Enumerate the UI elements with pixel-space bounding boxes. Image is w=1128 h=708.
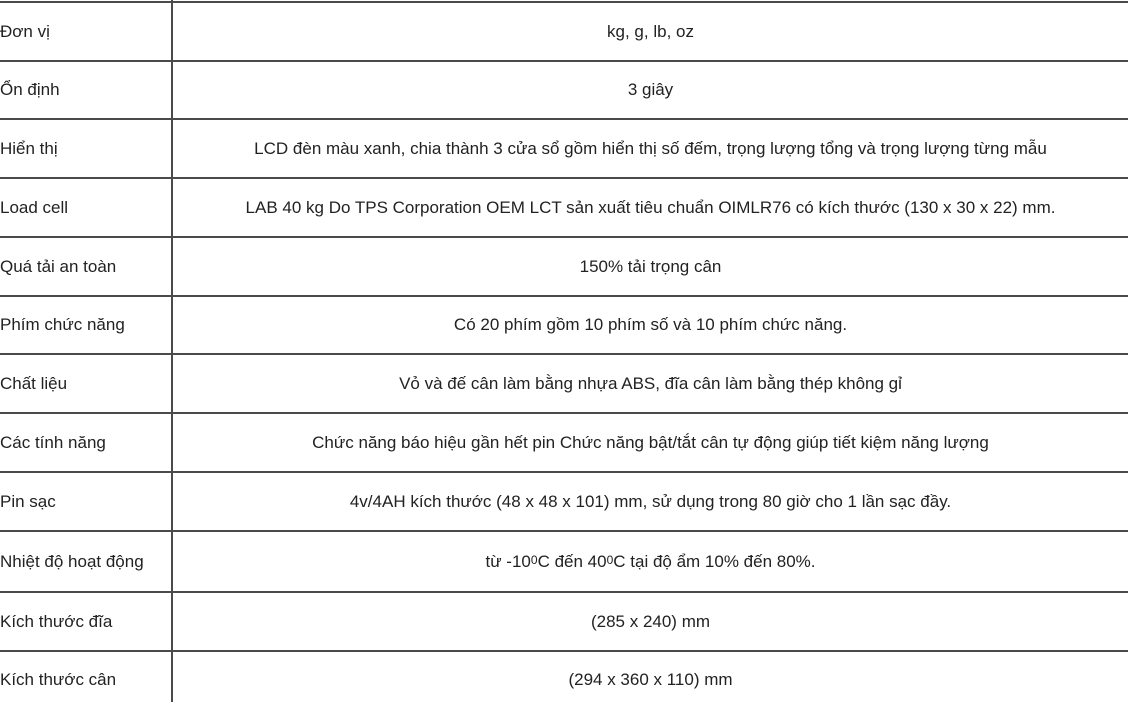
superscript: 0 bbox=[606, 552, 614, 567]
row-label: Đơn vị bbox=[0, 21, 50, 41]
value-text: C tại độ ẩm 10% đến 80%. bbox=[613, 551, 816, 571]
row-value: Chức năng báo hiệu gần hết pin Chức năng bật/tắt cân tự động giúp tiết kiệm năng lượng bbox=[312, 432, 989, 452]
row-value: LAB 40 kg Do TPS Corporation OEM LCT sản xuất tiêu chuẩn OIMLR76 có kích thước (130 x 30 x 22) mm. bbox=[245, 197, 1056, 217]
row-value: Có 20 phím gồm 10 phím số và 10 phím chức năng. bbox=[453, 315, 848, 334]
table-row bbox=[0, 355, 1128, 414]
row-value: 4v/4AH kích thước (48 x 48 x 101) mm, sử dụng trong 80 giờ cho 1 lần sạc đầy. bbox=[349, 491, 952, 511]
row-value bbox=[173, 532, 1128, 591]
row-label: Các tính năng bbox=[0, 432, 106, 452]
value-text: C đến 40 bbox=[537, 551, 607, 571]
row-label: Quá tải an toàn bbox=[0, 256, 117, 276]
table-row bbox=[0, 179, 1128, 238]
row-value: kg, g, lb, oz bbox=[607, 21, 694, 41]
table-row bbox=[0, 652, 1128, 708]
row-label: Hiển thị bbox=[0, 138, 58, 158]
column-divider bbox=[171, 0, 173, 702]
table-row bbox=[0, 3, 1128, 62]
table-row bbox=[0, 593, 1128, 652]
row-label: Pin sạc bbox=[0, 491, 56, 511]
superscript: 0 bbox=[530, 552, 538, 567]
table-row bbox=[0, 62, 1128, 120]
table-row bbox=[0, 473, 1128, 532]
row-label: Ổn định bbox=[0, 80, 60, 99]
row-label: Kích thước cân bbox=[0, 670, 117, 689]
table-row bbox=[0, 414, 1128, 473]
row-value: 150% tải trọng cân bbox=[579, 256, 722, 276]
row-label: Nhiệt độ hoạt động bbox=[0, 551, 144, 571]
value-text: từ -10 bbox=[485, 551, 531, 571]
row-label: Load cell bbox=[0, 197, 69, 217]
table-row bbox=[0, 238, 1128, 297]
table-row bbox=[0, 532, 1128, 593]
row-value: 3 giây bbox=[627, 80, 674, 99]
row-label: Kích thước đĩa bbox=[0, 611, 113, 631]
row-value: (285 x 240) mm bbox=[590, 611, 711, 631]
row-label: Chất liệu bbox=[0, 373, 68, 393]
table-row bbox=[0, 297, 1128, 355]
row-value: (294 x 360 x 110) mm bbox=[568, 670, 733, 689]
row-label: Phím chức năng bbox=[0, 315, 125, 334]
row-value: Vỏ và đế cân làm bằng nhựa ABS, đĩa cân làm bằng thép không gỉ bbox=[399, 373, 902, 393]
table-row bbox=[0, 120, 1128, 179]
row-value: LCD đèn màu xanh, chia thành 3 cửa sổ gồm hiển thị số đếm, trọng lượng tổng và trọng lượng từng mẫu bbox=[254, 138, 1047, 158]
